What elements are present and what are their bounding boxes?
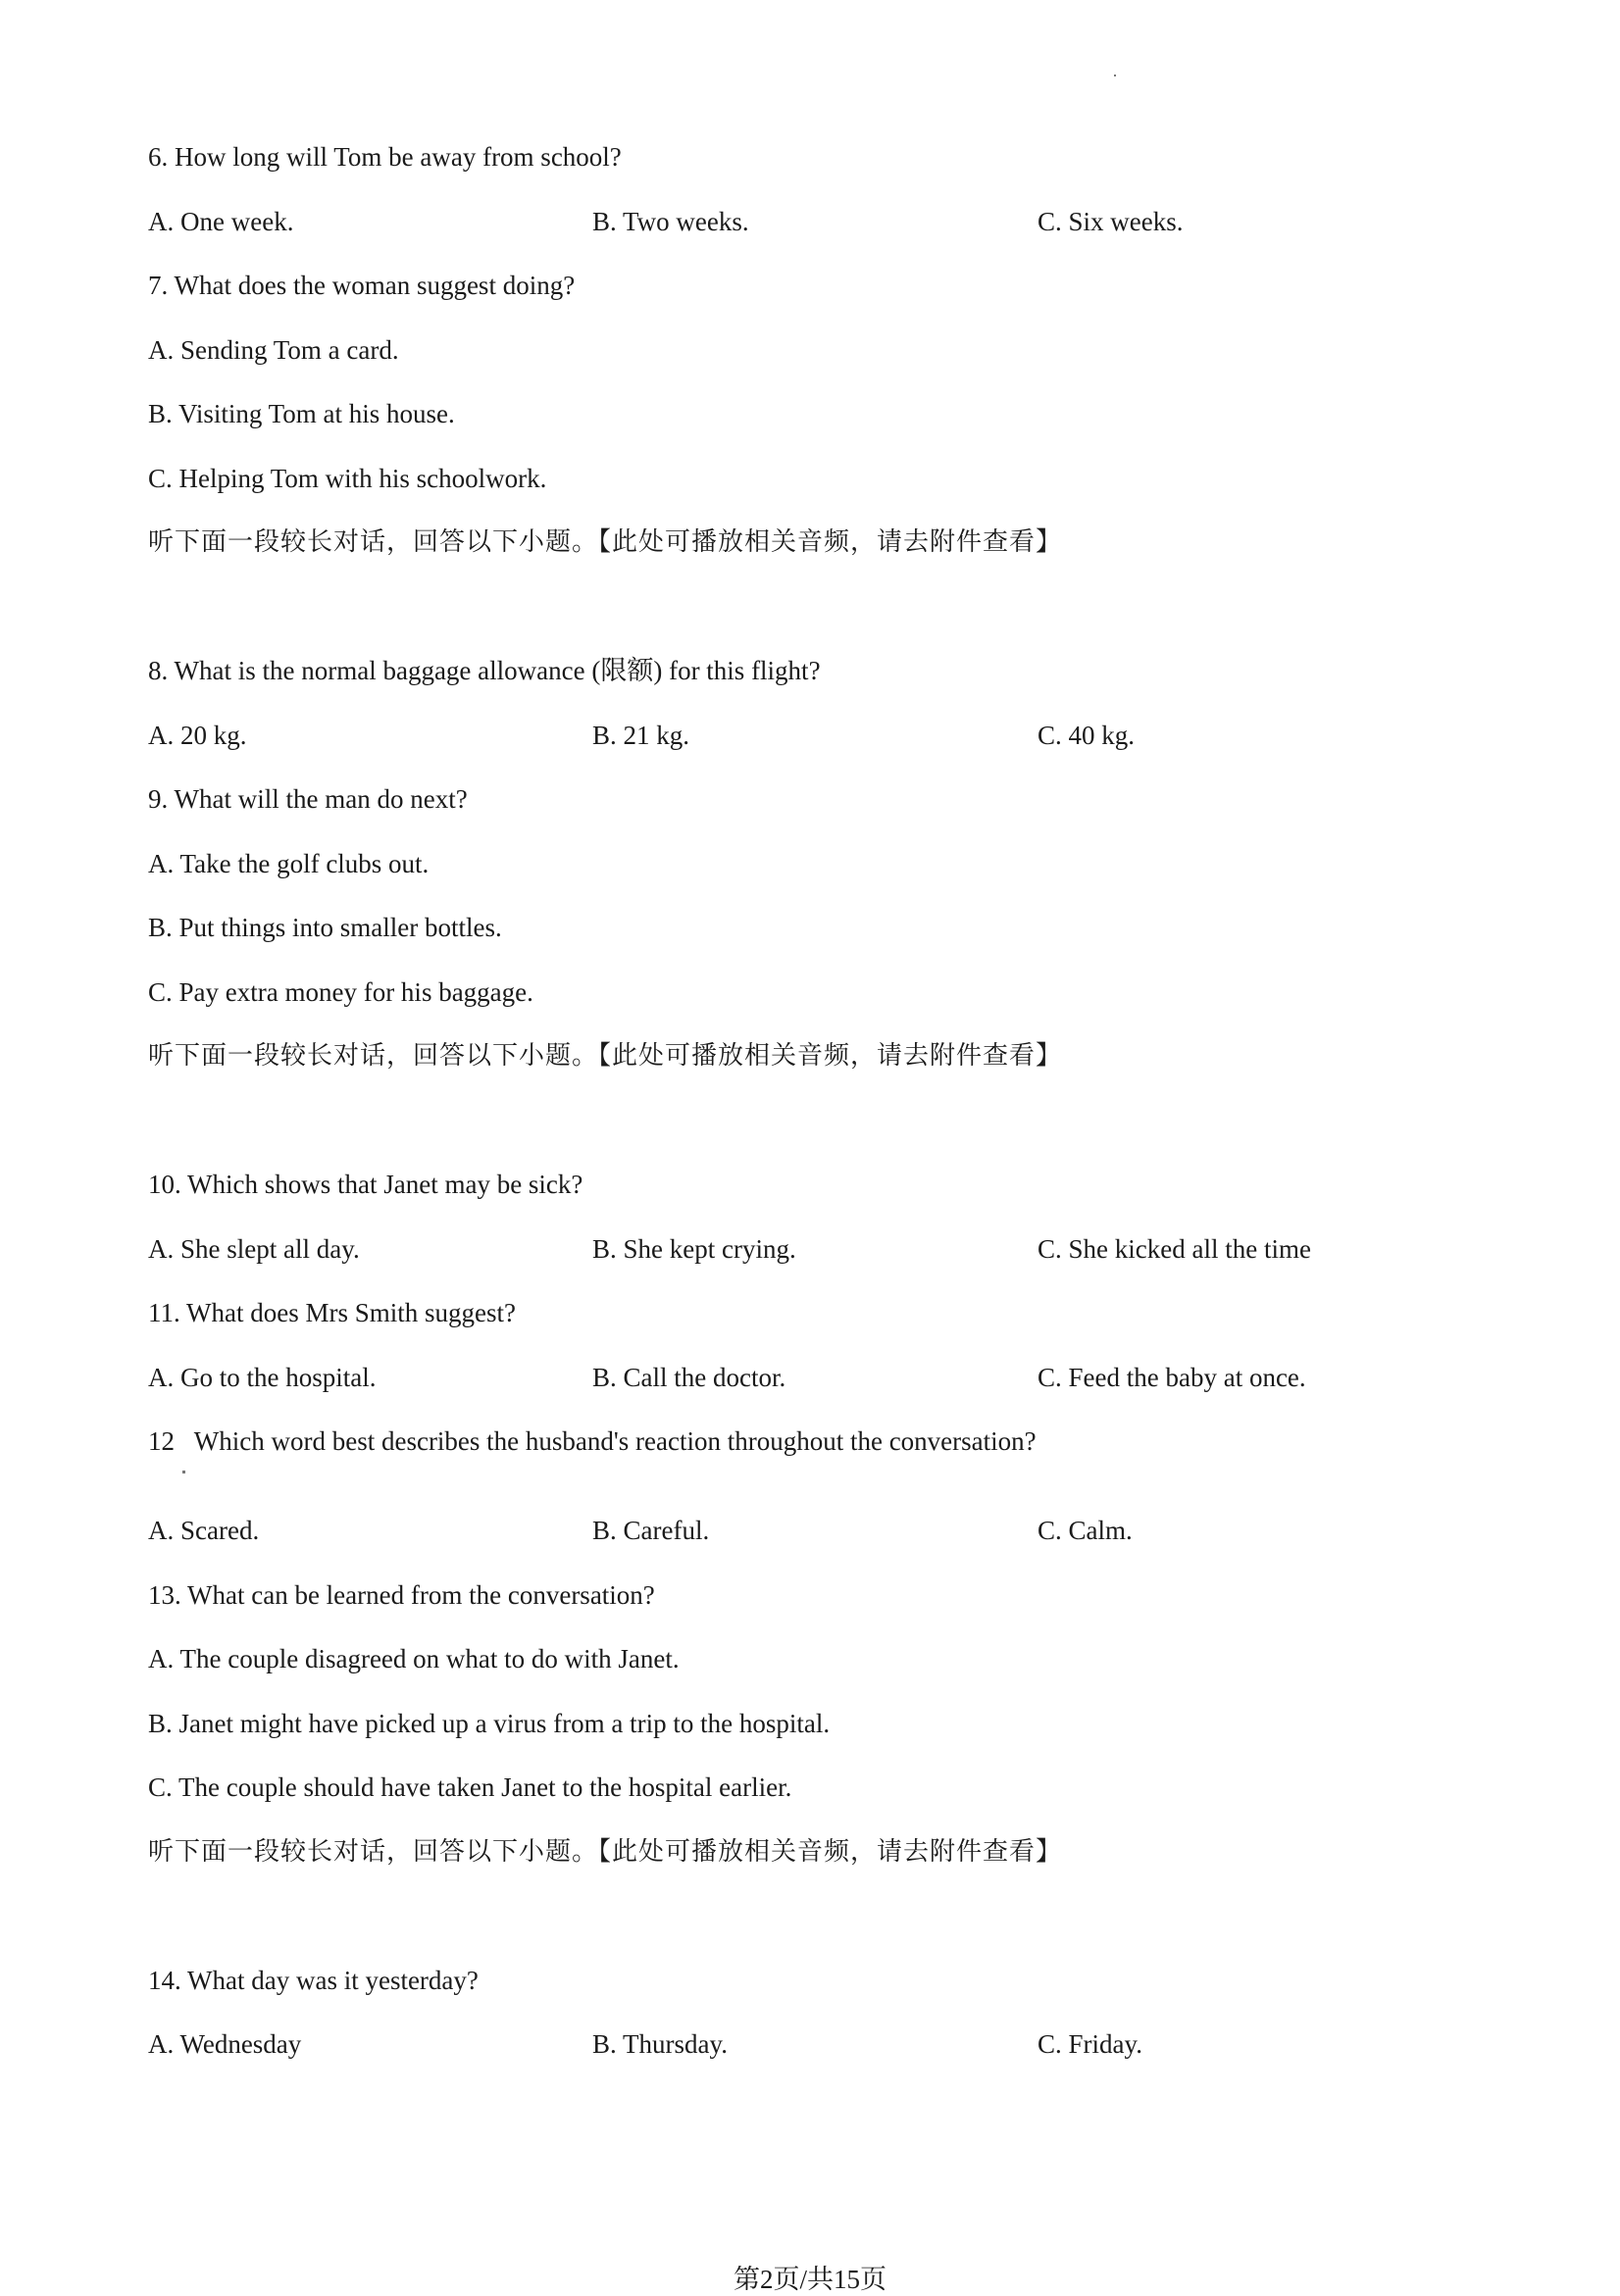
question-8-option-b: B. 21 kg.	[592, 721, 690, 750]
question-6-option-c: C. Six weeks.	[1038, 207, 1184, 236]
question-14-option-b: B. Thursday.	[592, 2029, 728, 2059]
question-12-option-c: C. Calm.	[1038, 1516, 1133, 1545]
question-14-stem: 14. What day was it yesterday?	[148, 1966, 479, 1995]
question-7-option-b: B. Visiting Tom at his house.	[148, 399, 455, 428]
question-10-option-a: A. She slept all day.	[148, 1234, 360, 1264]
question-13-option-a: A. The couple disagreed on what to do with Janet.	[148, 1644, 680, 1673]
question-7-option-c: C. Helping Tom with his schoolwork.	[148, 464, 547, 493]
scan-speck	[182, 1471, 185, 1473]
question-8-option-a: A. 20 kg.	[148, 721, 247, 750]
question-6-option-a: A. One week.	[148, 207, 294, 236]
question-8-stem: 8. What is the normal baggage allowance (限额) for this flight?	[148, 656, 821, 685]
question-9-stem: 9. What will the man do next?	[148, 784, 468, 814]
page-number-footer: 第2页/共15页	[733, 2265, 886, 2294]
question-7-stem: 7. What does the woman suggest doing?	[148, 271, 576, 300]
question-14-option-c: C. Friday.	[1038, 2029, 1142, 2059]
question-14-option-a: A. Wednesday	[148, 2029, 302, 2059]
question-7-option-a: A. Sending Tom a card.	[148, 335, 399, 365]
question-8-option-c: C. 40 kg.	[1038, 721, 1136, 750]
question-9-option-a: A. Take the golf clubs out.	[148, 849, 430, 878]
listening-instruction: 听下面一段较长对话，回答以下小题。【此处可播放相关音频，请去附件查看】	[148, 1837, 1063, 1867]
question-6-stem: 6. How long will Tom be away from school?	[148, 142, 622, 172]
question-6-option-b: B. Two weeks.	[592, 207, 749, 236]
question-11-option-b: B. Call the doctor.	[592, 1363, 786, 1392]
question-10-option-b: B. She kept crying.	[592, 1234, 796, 1264]
question-13-stem: 13. What can be learned from the conversation?	[148, 1580, 655, 1610]
question-12-option-b: B. Careful.	[592, 1516, 710, 1545]
listening-instruction: 听下面一段较长对话，回答以下小题。【此处可播放相关音频，请去附件查看】	[148, 527, 1063, 557]
question-11-option-a: A. Go to the hospital.	[148, 1363, 377, 1392]
question-13-option-c: C. The couple should have taken Janet to the hospital earlier.	[148, 1772, 792, 1802]
question-10-stem: 10. Which shows that Janet may be sick?	[148, 1170, 583, 1199]
question-9-option-c: C. Pay extra money for his baggage.	[148, 977, 533, 1007]
scan-speck	[1114, 75, 1116, 76]
question-12-stem: 12 Which word best describes the husband's reaction throughout the conversation?	[148, 1426, 1037, 1456]
question-12-option-a: A. Scared.	[148, 1516, 260, 1545]
question-13-option-b: B. Janet might have picked up a virus from a trip to the hospital.	[148, 1709, 831, 1738]
question-11-stem: 11. What does Mrs Smith suggest?	[148, 1298, 516, 1327]
question-11-option-c: C. Feed the baby at once.	[1038, 1363, 1306, 1392]
question-10-option-c: C. She kicked all the time	[1038, 1234, 1311, 1264]
question-9-option-b: B. Put things into smaller bottles.	[148, 913, 502, 942]
listening-instruction: 听下面一段较长对话，回答以下小题。【此处可播放相关音频，请去附件查看】	[148, 1041, 1063, 1071]
